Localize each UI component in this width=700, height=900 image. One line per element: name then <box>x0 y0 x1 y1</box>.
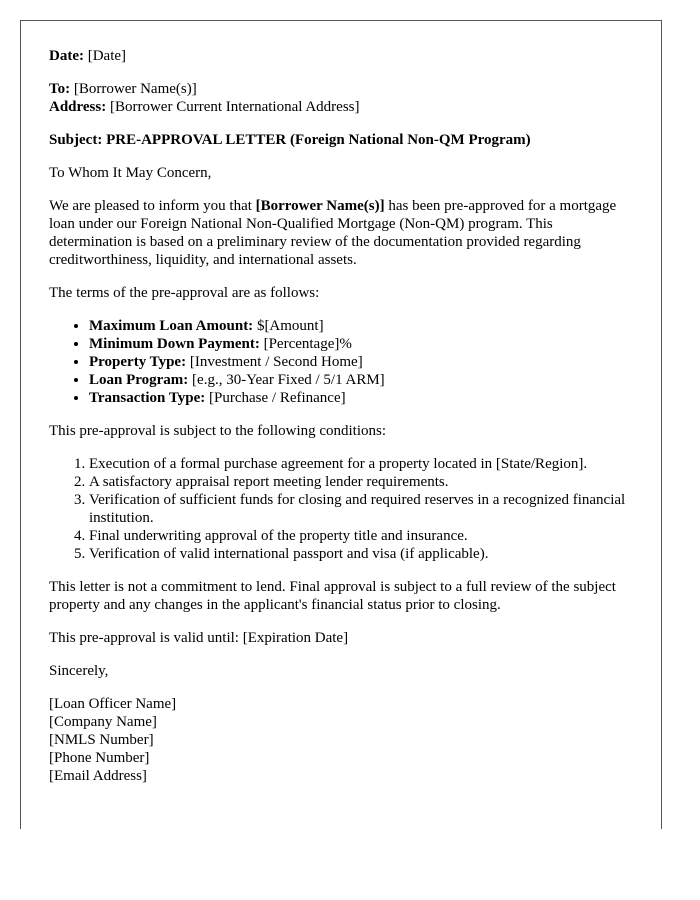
conditions-intro: This pre-approval is subject to the following conditions: <box>49 423 387 439</box>
term-value: [Investment / Second Home] <box>186 354 363 370</box>
term-value: [Purchase / Refinance] <box>205 390 346 406</box>
terms-intro: The terms of the pre-approval are as follows: <box>49 285 320 301</box>
condition-item: 2. A satisfactory appraisal report meeting lender requirements. <box>89 473 632 491</box>
to-label: To: <box>49 81 71 97</box>
term-value: [e.g., 30-Year Fixed / 5/1 ARM] <box>188 372 385 388</box>
term-label: Loan Program: <box>89 372 189 388</box>
address-label: Address: <box>49 99 107 115</box>
recipient-block <box>49 80 632 116</box>
closing: Sincerely, <box>49 663 109 679</box>
phone-number: [Phone Number] <box>49 750 150 766</box>
letter <box>20 20 662 829</box>
condition-item: 3. Verification of sufficient funds for closing and required reserves in a recognized financial institution. <box>89 491 632 527</box>
subject: Subject: PRE-APPROVAL LETTER (Foreign National Non-QM Program) <box>49 132 531 148</box>
date-label: Date: <box>49 48 84 64</box>
subject-line <box>49 131 632 149</box>
validity: This pre-approval is valid until: [Expiration Date] <box>49 630 349 646</box>
conditions-list <box>49 455 632 563</box>
term-label: Minimum Down Payment: <box>89 336 260 352</box>
condition-item: 4. Final underwriting approval of the property title and insurance. <box>89 527 632 545</box>
salutation: To Whom It May Concern, <box>49 165 212 181</box>
company-name: [Company Name] <box>49 714 157 730</box>
date-line <box>49 47 632 65</box>
term-item <box>89 335 632 353</box>
address-value: [Borrower Current International Address] <box>109 99 360 115</box>
intro-text: has been pre-approved for a mortgage loan under our Foreign National Non-Qualified Mortgage (Non-QM) program. This determination is based on a preliminary review of the documentation provided regarding creditworthiness, liquidity, and international assets. <box>49 198 617 268</box>
to-value: [Borrower Name(s)] <box>73 81 197 97</box>
term-item <box>89 371 632 389</box>
term-label: Property Type: <box>89 354 187 370</box>
disclaimer: This letter is not a commitment to lend. Final approval is subject to a full review of the subject property and any changes in the applicant's financial status prior to closing. <box>49 579 616 613</box>
condition-item: 1. Execution of a formal purchase agreement for a property located in [State/Region]. <box>89 455 632 473</box>
intro-paragraph <box>49 197 632 269</box>
term-value: [Percentage]% <box>259 336 352 352</box>
term-item <box>89 353 632 371</box>
condition-item: 5. Verification of valid international passport and visa (if applicable). <box>89 545 632 563</box>
date-value: [Date] <box>87 48 127 64</box>
term-label: Transaction Type: <box>89 390 206 406</box>
term-value: $[Amount] <box>253 318 324 334</box>
term-label: Maximum Loan Amount: <box>89 318 254 334</box>
terms-list <box>49 317 632 407</box>
signature-block <box>49 695 632 785</box>
term-item <box>89 317 632 335</box>
intro-borrower-name: [Borrower Name(s)] <box>255 198 385 214</box>
email-address: [Email Address] <box>49 768 147 784</box>
intro-text: We are pleased to inform you that <box>49 198 256 214</box>
nmls-number: [NMLS Number] <box>49 732 154 748</box>
loan-officer-name: [Loan Officer Name] <box>49 696 177 712</box>
term-item <box>89 389 632 407</box>
